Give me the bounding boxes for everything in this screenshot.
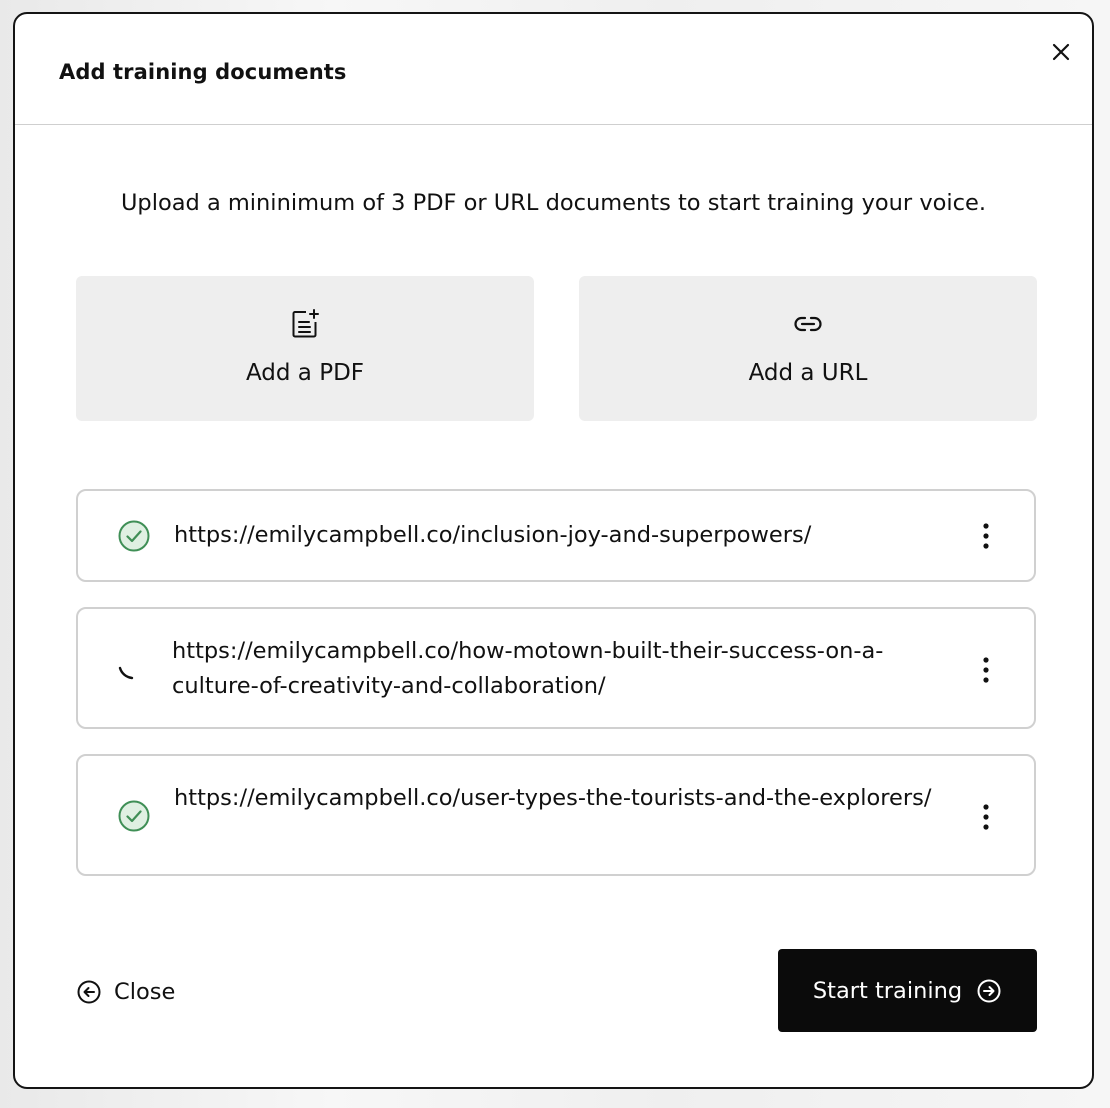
dialog-title: Add training documents [59,60,347,84]
add-pdf-label: Add a PDF [245,360,365,386]
document-item [76,489,1036,582]
arrow-left-circle-icon [76,979,102,1005]
more-options-icon[interactable] [971,799,1001,835]
close-button-label: Close [114,979,176,1005]
document-url: https://emilycampbell.co/how-motown-built-their-success-on-a-culture-of-creativity-and-collaboration/ [172,638,884,699]
more-options-icon[interactable] [971,518,1001,554]
dialog-instructions: Upload a mininimum of 3 PDF or URL documents to start training your voice. [120,190,987,216]
dialog-header [15,14,1092,125]
add-url-button[interactable] [579,276,1037,421]
document-item [76,754,1036,876]
spinner-icon [116,654,152,690]
close-icon[interactable] [1047,38,1075,66]
start-training-label: Start training [812,977,963,1004]
check-circle-icon [116,518,152,554]
start-training-button[interactable] [778,949,1037,1032]
add-url-label: Add a URL [748,360,868,386]
more-options-icon[interactable] [971,652,1001,688]
add-pdf-button[interactable] [76,276,534,421]
link-icon [791,307,825,341]
add-document-icon [288,307,322,341]
close-button[interactable] [76,974,175,1010]
document-url: https://emilycampbell.co/inclusion-joy-and-superpowers/ [174,522,812,548]
check-circle-icon [116,798,152,834]
arrow-right-circle-icon [976,978,1002,1004]
document-item [76,607,1036,729]
add-training-documents-dialog [13,12,1094,1089]
document-url: https://emilycampbell.co/user-types-the-tourists-and-the-explorers/ [174,785,932,811]
